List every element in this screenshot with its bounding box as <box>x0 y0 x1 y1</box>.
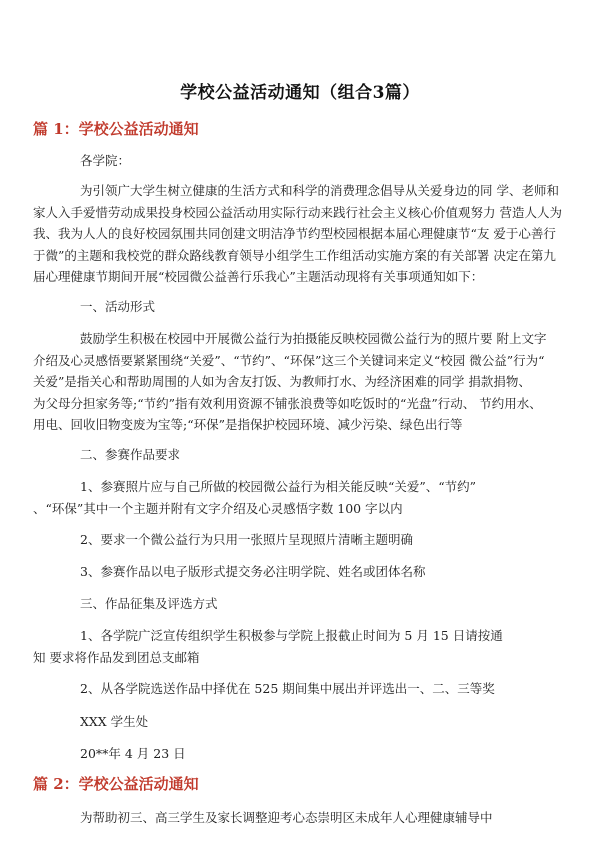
intro-line: 我、我为人人的良好校园氛围共同创建文明洁净节约型校园根据本届心理健康节“友 爱于心善行 <box>33 226 556 241</box>
intro-line: 于微”的主题和我校党的群众路线教育领导小组学生工作组活动实施方案的有关部署 决定在第九 <box>33 247 556 263</box>
document-title: 学校公益活动通知（组合3篇） <box>180 83 420 103</box>
selection-1-line: 1、各学院广泛宣传组织学生积极参与学院上报截止时间为 5 月 15 日请按通 <box>80 628 503 643</box>
intro-line: 家人入手爱惜劳动成果投身校园公益活动用实际行动来践行社会主义核心价值观努力 营造人人为 <box>33 204 562 220</box>
requirement-1 <box>33 476 573 519</box>
selection-1 <box>33 625 573 668</box>
requirement-3: 3、参赛作品以电子版形式提交务必注明学院、姓名或团体名称 <box>80 564 426 579</box>
intro-paragraph <box>33 180 573 288</box>
requirement-2: 2、要求一个微公益行为只用一张照片呈现照片清晰主题明确 <box>80 532 413 547</box>
selection-2: 2、从各学院选送作品中择优在 525 期间集中展出并评选出一、二、三等奖 <box>80 681 495 696</box>
part-1-line: 鼓励学生积极在校园中开展微公益行为拍摄能反映校园微公益行为的照片要 附上文字 <box>80 331 547 346</box>
requirement-1-line: 、“环保”其中一个主题并附有文字介绍及心灵感悟字数 100 字以内 <box>33 500 403 516</box>
selection-1-line: 知 要求将作品发到团总支邮箱 <box>33 649 200 665</box>
requirement-1-line: 1、参赛照片应与自己所做的校园微公益行为相关能反映“关爱”、“节约” <box>80 479 477 494</box>
section-2-heading: 篇 2：学校公益活动通知 <box>33 775 199 793</box>
intro-line: 届心理健康节期间开展“校园微公益善行乐我心”主题活动现将有关事项通知如下： <box>33 269 484 284</box>
part-3-heading: 三、作品征集及评选方式 <box>80 596 218 611</box>
intro-line: 为引领广大学生树立健康的生活方式和科学的消费理念倡导从关爱身边的同 学、老师和 <box>80 183 559 198</box>
date: 20**年 4 月 23 日 <box>80 746 186 761</box>
part-2-heading: 二、参赛作品要求 <box>80 447 181 462</box>
section-1-heading: 篇 1：学校公益活动通知 <box>33 120 199 138</box>
part-1-heading: 一、活动形式 <box>80 299 156 314</box>
part-1-line: 关爱”是指关心和帮助周围的人如为舍友打饭、为教师打水、为经济困难的同学 捐款捐物、 <box>33 374 531 389</box>
part-1-line: 为父母分担家务等;“节约”指有效利用资源不铺张浪费等如吃饭时的“光盘”行动、 节约用水、 <box>33 395 542 411</box>
part-1-line: 介绍及心灵感悟要紧紧围绕“关爱”、“节约”、“环保”这三个关键词来定义“校园 微公益”行为“ <box>33 352 545 368</box>
section-2-first-line: 为帮助初三、高三学生及家长调整迎考心态崇明区未成年人心理健康辅导中 <box>80 810 493 825</box>
part-1-line: 用电、回收旧物变废为宝等;“环保”是指保护校园环境、减少污染、绿色出行等 <box>33 417 463 432</box>
part-1-body <box>33 328 573 436</box>
signature: XXX 学生处 <box>80 714 149 729</box>
salutation: 各学院： <box>80 153 131 168</box>
